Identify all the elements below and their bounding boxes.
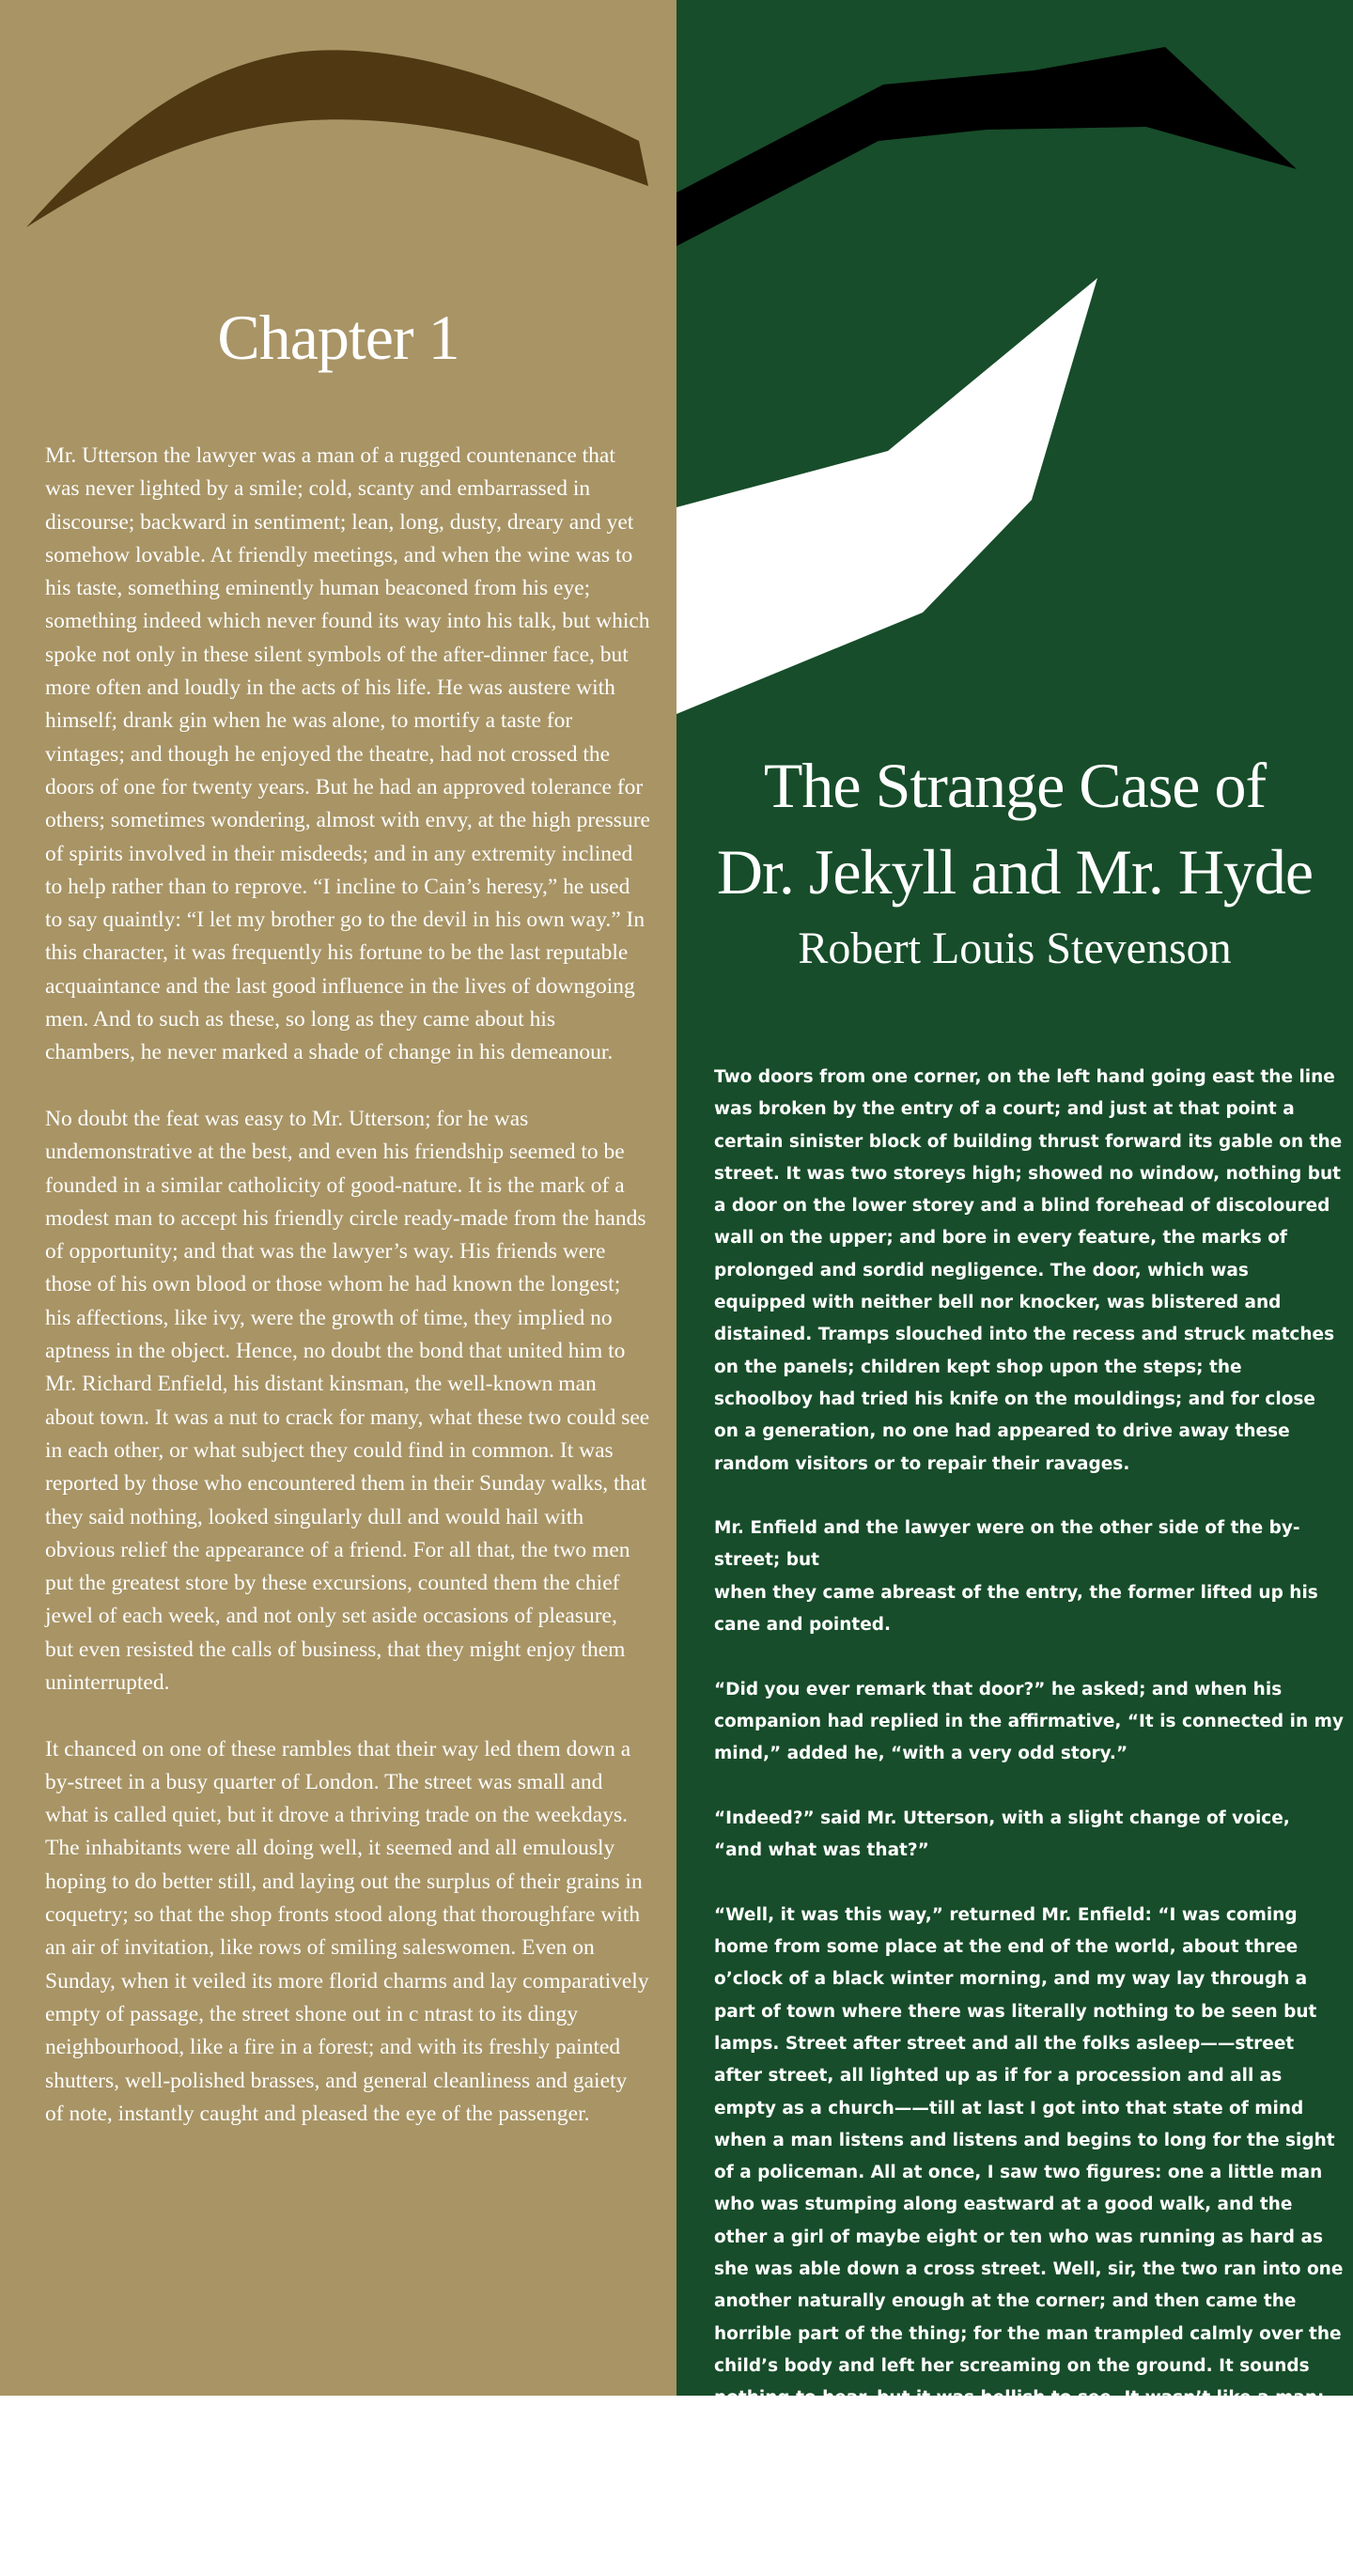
book-title: [676, 742, 1353, 915]
right-face-shapes: [676, 0, 1353, 733]
right-paragraph: Mr. Enfield and the lawyer were on the other side of the by-street; but when they came abreast of the entry, the former lifted up his cane and pointed.: [714, 1518, 1318, 1636]
right-paragraph: “Did you ever remark that door?” he asked; and when his companion had replied in the affirmative, “It is connected in my mind,” added he, “with a very odd story.”: [714, 1679, 1344, 1764]
right-eyebrow: [676, 47, 1297, 246]
story-body: [714, 1062, 1344, 2576]
left-eyebrow-shape: [0, 0, 676, 244]
left-paragraph: Mr. Utterson the lawyer was a man of a rugged countenance that was never lighted by a smile; cold, scanty and embarrassed in discourse; backward in sentiment; lean, long, dusty, dreary and yet somehow lovable. At friendly meetings, and when the wine was to his taste, something eminently human beaconed from his eye; something indeed which never found its way into his talk, but which spoke not only in these silent symbols of the after-dinner face, but more often and loudly in the acts of his life. He was austere with himself; drank gin when he was alone, to mortify a taste for vintages; and though he enjoyed the theatre, had not crossed the doors of one for twenty years. But he had an approved tolerance for others; sometimes wondering, almost with envy, at the high pressure of spirits involved in their misdeeds; and in any extremity inclined to help rather than to reprove. “I incline to Cain’s heresy,” he used to say quaintly: “I let my brother go to the devil in his own way.” In this character, it was frequently his fortune to be the last reputable acquaintance and the last good influence in the lives of downgoing men. And to such as these, so long as they came about his chambers, he never marked a shade of change in his demeanour.: [45, 443, 650, 1065]
right-panel: [676, 0, 1353, 2537]
book-title-line1: The Strange Case of: [763, 750, 1267, 821]
left-panel: [0, 0, 676, 2396]
right-paragraph: “Indeed?” said Mr. Utterson, with a slight change of voice, “and what was that?”: [714, 1808, 1290, 1861]
left-paragraph: It chanced on one of these rambles that their way led them down a by-street in a busy quarter of London. The street was small and what is called quiet, but it drove a thriving trade on the weekdays. The inhabitants were all doing well, it seemed and all emulously hoping to do better still, and laying out the surplus of their grains in coquetry; so that the shop fronts stood along that thoroughfare with an air of invitation, like rows of smiling saleswomen. Even on Sunday, when it veiled its more florid charms and lay comparatively empty of passage, the street shone out in c ntrast to its dingy neighbourhood, like a fire in a forest; and with its freshly painted shutters, well-polished brasses, and general cleanliness and gaiety of note, instantly caught and pleased the eye of the passenger.: [45, 1736, 649, 2126]
right-eye-white: [676, 278, 1097, 714]
author-name: Robert Louis Stevenson: [798, 923, 1232, 973]
right-paragraph: Two doors from one corner, on the left hand going east the line was broken by the entry of a court; and just at that point a certain sinister block of building thrust forward its gable on the street. It was two storeys high; showed no window, nothing but a door on the lower storey and a blind forehead of discoloured wall on the upper; and bore in every feature, the marks of prolonged and sordid negligence. The door, which was equipped with neither bell nor knocker, was blistered and distained. Tramps slouched into the recess and struck matches on the panels; children kept shop upon the steps; the schoolboy had tried his knife on the mouldings; and for close on a generation, no one had appeared to drive away these random visitors or to repair their ravages.: [714, 1067, 1343, 1474]
chapter-body: [45, 440, 650, 2164]
right-paragraph: “Well, it was this way,” returned Mr. Enfield: “I was coming home from some place at the end of the world, about three o’clock of a black winter morning, and my way lay through a part of town where there was literally nothing to be seen but lamps. Street after street and all the folks asleep——street after street, all lighted up as if for a procession and all as empty as a church——till at last I got into that state of mind when a man listens and listens and begins to long for the sight of a policeman. All at once, I saw two figures: one a little man who was stumping along eastward at a good walk, and the other a girl of maybe eight or ten who was running as hard as she was able down a cross street. Well, sir, the two ran into one another naturally enough at the corner; and then came the horrible part of the thing; for the man trampled calmly over the child’s body and left her screaming on the ground. It sounds nothing to hear, but it was hellish to see. It wasn’t like a man; it was like some damned Juggernaut. I gave a few halloa, took to my heels, collared my gentleman, and brought him back to where there was already quite a group about the screaming child.”: [714, 1904, 1344, 2537]
chapter-title: Chapter 1: [217, 302, 459, 373]
book-title-line2: Dr. Jekyll and Mr. Hyde: [716, 836, 1314, 908]
left-eyebrow: [26, 50, 648, 227]
left-paragraph: No doubt the feat was easy to Mr. Utterson; for he was undemonstrative at the best, and even his friendship seemed to be founded in a similar catholicity of good-nature. It is the mark of a modest man to accept his friendly circle ready-made from the hands of opportunity; and that was the lawyer’s way. His friends were those of his own blood or those whom he had known the longest; his affections, like ivy, were the growth of time, they implied no aptness in the object. Hence, no doubt the bond that united him to Mr. Richard Enfield, his distant kinsman, the well-known man about town. It was a nut to crack for many, what these two could see in each other, or what subject they could find in common. It was reported by those who encountered them in their Sunday walks, that they said nothing, looked singularly dull and would hail with obvious relief the appearance of a friend. For all that, the two men put the greatest store by these excursions, counted them the chief jewel of each week, and not only set aside occasions of pleasure, but even resisted the calls of business, that they might enjoy them uninterrupted.: [45, 1106, 650, 1695]
